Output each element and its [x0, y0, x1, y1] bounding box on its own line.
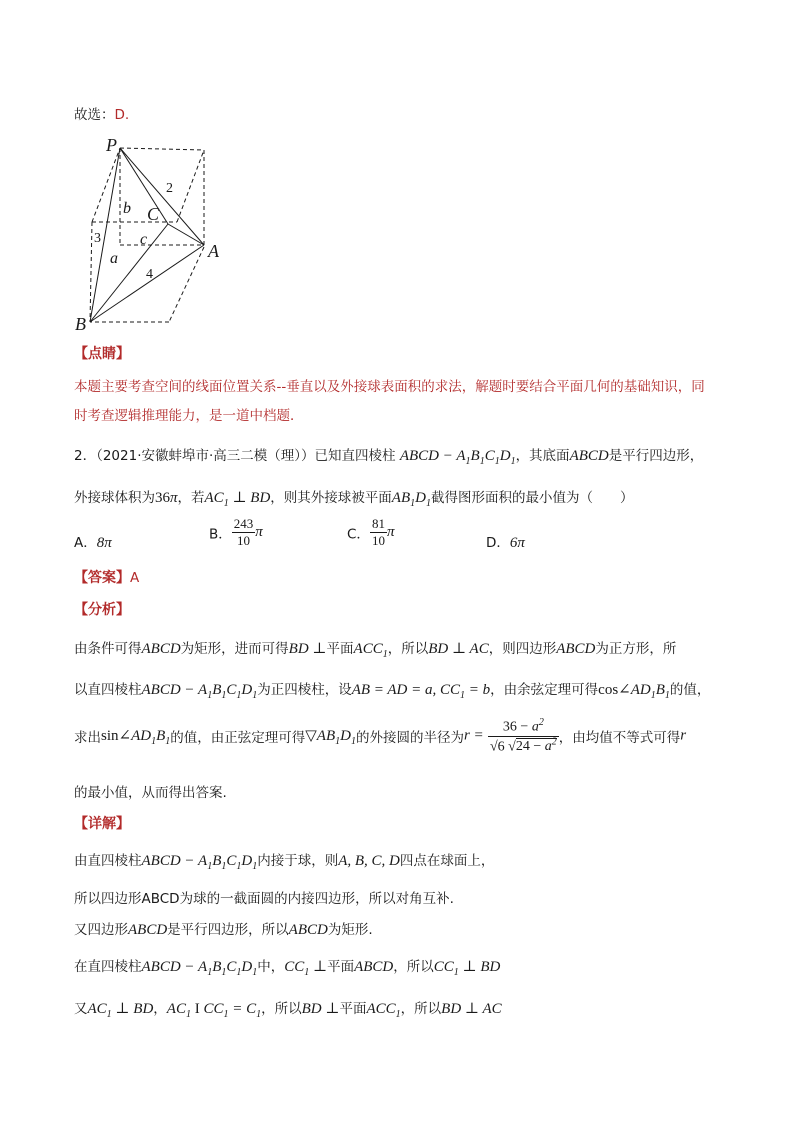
- detail-text: 中，: [257, 959, 285, 975]
- math: $ACC_1$: [366, 1001, 401, 1020]
- answer-heading: 【答案】: [74, 570, 130, 586]
- math: $\sin\angle AD_1B_1$: [101, 727, 171, 747]
- analysis-line3: [74, 717, 686, 755]
- analysis-text: 的值，: [669, 682, 711, 698]
- option-c[interactable]: [347, 516, 394, 549]
- detail-text: 由直四棱柱: [74, 853, 142, 869]
- answer-value: A: [130, 570, 140, 586]
- label-B: B: [75, 314, 86, 334]
- option-d[interactable]: [486, 531, 525, 552]
- math: $AC_1$ ⊥ BD: [87, 1001, 154, 1020]
- analysis-line2: [74, 678, 710, 701]
- option-b[interactable]: [209, 516, 263, 549]
- detail-line3: [74, 918, 373, 939]
- option-a-label: A．: [74, 535, 97, 551]
- math: BD ⊥: [288, 641, 327, 657]
- analysis-text: 由条件可得: [74, 641, 142, 657]
- label-P: P: [106, 135, 117, 155]
- label-3: 3: [94, 231, 101, 246]
- question-text: 是平行四边形，: [608, 448, 704, 464]
- detail-text: 是平行四边形，所以: [167, 922, 289, 938]
- math-perp: $AC_1$ ⊥ BD: [204, 490, 271, 509]
- label-2: 2: [166, 181, 173, 196]
- fraction-denominator: 10: [237, 533, 251, 548]
- option-d-value: 6π: [509, 535, 525, 551]
- edge-CB: [90, 224, 168, 322]
- analysis-text: ，由均值不等式可得: [558, 730, 681, 747]
- math: BD ⊥ AC: [428, 641, 489, 657]
- math: ABCD: [288, 922, 328, 938]
- final-choice: [74, 103, 129, 123]
- option-c-fraction: [370, 516, 387, 549]
- math: $CC_1$ ⊥: [284, 959, 328, 978]
- box-edge: [120, 148, 204, 150]
- math: ABCD: [141, 641, 181, 657]
- math: ABCD − $A_1B_1C_1D_1$: [141, 959, 258, 978]
- analysis-text: 为正四棱柱，设: [257, 682, 352, 698]
- fraction-numerator: $36 - a^2$: [488, 717, 559, 737]
- answer: [74, 567, 139, 587]
- dianjing-line2: 时考查逻辑推理能力，是一道中档题．: [74, 408, 304, 424]
- label-b: b: [123, 200, 131, 217]
- edge-CA: [168, 224, 204, 245]
- math: AB = AD = a, $CC_1 = b$: [351, 682, 491, 701]
- detail-text: 平面: [339, 1001, 367, 1017]
- final-choice-label: 故选：: [74, 107, 115, 123]
- option-a[interactable]: [74, 531, 112, 552]
- analysis-text: ，则四边形: [488, 641, 557, 657]
- analysis-text: ，所以: [387, 641, 429, 657]
- math: r =: [463, 727, 484, 744]
- pi-symbol: π: [386, 524, 395, 540]
- question-source: （2021·安徽蚌埠市·高三二模（理））: [96, 448, 315, 464]
- question-number: 2．: [74, 448, 97, 464]
- label-C: C: [147, 204, 160, 224]
- label-a: a: [110, 250, 118, 267]
- pi-symbol: π: [255, 524, 263, 540]
- dianjing-line1: 本题主要考查空间的线面位置关系--垂直以及外接球表面积的求法，解题时要结合平面几何的基础知识，同: [74, 379, 705, 395]
- question-text: 已知直四棱柱: [314, 448, 396, 464]
- detail-text: 四点在球面上，: [399, 853, 495, 869]
- math: r: [680, 727, 687, 744]
- math: $AC_1$ I $CC_1 = C_1$: [166, 1001, 262, 1020]
- math: BD ⊥ AC: [441, 1001, 502, 1017]
- analysis-line1: [74, 637, 676, 660]
- detail-text: ，所以: [393, 959, 434, 975]
- math: $▽AB_1D_1$: [305, 727, 356, 747]
- math-prism: ABCD − $A_1B_1C_1D_1$: [399, 448, 516, 467]
- fraction-denominator: 10: [371, 533, 385, 548]
- box-edge: [169, 247, 204, 322]
- math: A, B, C, D: [338, 853, 400, 869]
- detail-text: 平面: [327, 959, 355, 975]
- math: $\cos\angle AD_1B_1$: [598, 682, 670, 701]
- analysis-text: 为矩形，进而可得: [180, 641, 289, 657]
- detail-line1: [74, 849, 494, 872]
- analysis-text: 平面: [326, 641, 354, 657]
- fraction-denominator: √6 $√24 - a^2$: [489, 736, 557, 755]
- detail-text: 又: [74, 1001, 88, 1017]
- radius-fraction: [488, 717, 559, 755]
- label-A: A: [208, 241, 219, 261]
- option-b-fraction: [232, 516, 256, 549]
- detail-text: 内接于球，则: [257, 853, 339, 869]
- question-text: ，其底面: [515, 448, 570, 464]
- math-abcd: ABCD: [569, 448, 609, 464]
- detail-heading: 【详解】: [74, 816, 130, 832]
- detail-text: 为矩形.: [327, 922, 373, 938]
- edge-AB: [90, 245, 204, 322]
- box-edge: [90, 222, 92, 322]
- question-line2: [74, 486, 633, 509]
- label-c: c: [140, 231, 148, 248]
- math-volume: 36π: [155, 490, 178, 506]
- question-text: 外接球体积为: [74, 490, 155, 506]
- question-text: ，则其外接球被平面: [270, 490, 392, 506]
- dianjing-heading: 【点睛】: [74, 346, 130, 362]
- analysis-heading: 【分析】: [74, 602, 130, 618]
- detail-text: 又四边形: [74, 922, 128, 938]
- question-text: 截得图形面积的最小值为（ ）: [430, 490, 634, 506]
- analysis-text: ，由余弦定理可得: [490, 682, 599, 698]
- option-b-label: B．: [209, 526, 232, 543]
- question-text: ，若: [177, 490, 205, 506]
- analysis-text: 的外接圆的半径为: [355, 730, 464, 747]
- fraction-numerator: 81: [371, 516, 385, 531]
- box-edge: [177, 150, 204, 222]
- math: BD ⊥: [301, 1001, 340, 1017]
- analysis-line4: 的最小值，从而得出答案.: [74, 785, 227, 801]
- analysis-text: 的值，由正弦定理可得: [170, 730, 306, 747]
- math: $ACC_1$: [353, 641, 388, 660]
- edge-PA: [120, 148, 204, 245]
- box-figure: [72, 135, 232, 335]
- label-4: 4: [146, 267, 153, 282]
- math: ABCD − $A_1B_1C_1D_1$: [141, 682, 258, 701]
- fraction-numerator: 243: [233, 516, 254, 531]
- detail-line2: 所以四边形ABCD为球的一截面圆的内接四边形，所以对角互补.: [74, 891, 454, 907]
- analysis-text: 为正方形，所: [595, 641, 677, 657]
- option-c-label: C．: [347, 526, 370, 543]
- math: $CC_1$ ⊥ BD: [433, 959, 501, 978]
- detail-text: ，所以: [261, 1001, 302, 1017]
- box-edge: [92, 148, 120, 222]
- analysis-text: 求出: [74, 730, 101, 747]
- math: ABCD − $A_1B_1C_1D_1$: [141, 853, 258, 872]
- detail-text: 在直四棱柱: [74, 959, 142, 975]
- math: ABCD: [354, 959, 394, 975]
- detail-line4: [74, 955, 500, 978]
- final-choice-value: D.: [114, 107, 130, 123]
- detail-line5: [74, 997, 502, 1020]
- question-line1: [74, 444, 703, 467]
- math-plane: $AB_1D_1$: [391, 490, 431, 509]
- math: ABCD: [556, 641, 596, 657]
- option-d-label: D．: [486, 535, 510, 551]
- detail-text: ，所以: [400, 1001, 442, 1017]
- analysis-text: 以直四棱柱: [74, 682, 142, 698]
- detail-text: ，: [153, 1001, 167, 1017]
- option-a-value: 8π: [96, 535, 112, 551]
- math: ABCD: [128, 922, 168, 938]
